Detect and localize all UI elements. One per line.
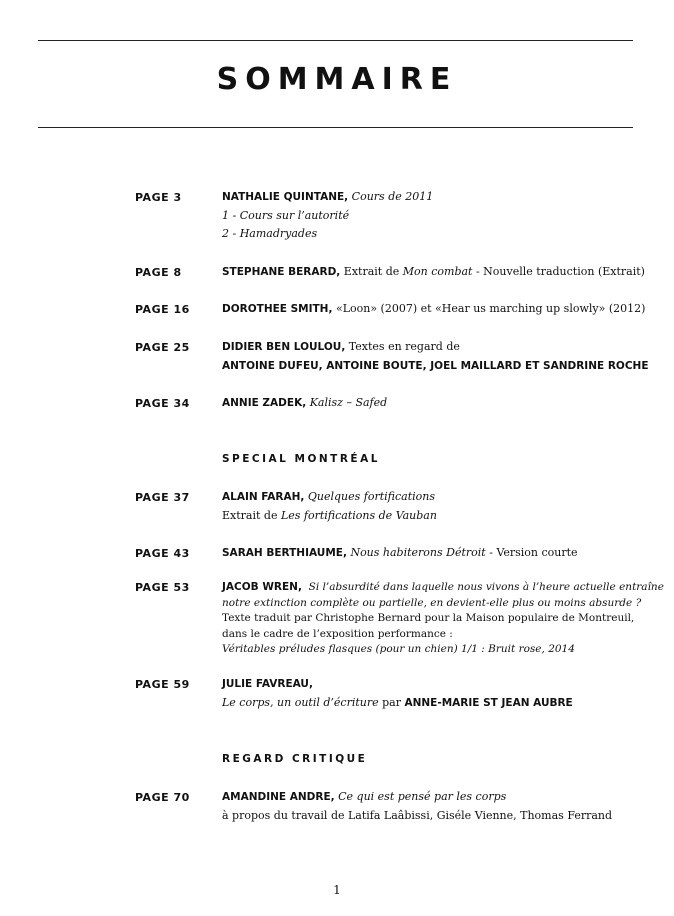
entry-text: à propos du travail de Latifa Laâbissi, Giséle Vienne, Thomas Ferrand (222, 808, 613, 822)
entry-author: ALAIN FARAH, (222, 491, 305, 503)
entry-author: DOROTHEE SMITH, (222, 303, 333, 315)
toc-entry (222, 488, 642, 525)
entry-author: SARAH BERTHIAUME, (222, 547, 347, 559)
entry-text: Texte traduit par Christophe Bernard pour la Maison populaire de Montreuil, (222, 612, 635, 624)
entry-work: Si l’absurdité dans laquelle nous vivons à l’heure actuelle entraîne (308, 581, 664, 593)
entry-page-label: PAGE 43 (135, 547, 190, 560)
entry-work: notre extinction complète ou partielle, en devient-elle plus ou moins absurde ? (222, 596, 642, 609)
entry-subline: 2 - Hamadryades (222, 227, 318, 240)
entry-page-label: PAGE 3 (135, 191, 182, 204)
entry-author: DIDIER BEN LOULOU, (222, 341, 346, 353)
entry-page-label: PAGE 37 (135, 491, 190, 504)
entry-page-label: PAGE 8 (135, 266, 182, 279)
toc-entry (222, 580, 664, 658)
entry-text: dans le cadre de l’exposition performance : (222, 627, 453, 640)
entry-author-secondary: ANTOINE DUFEU, ANTOINE BOUTE, JOEL MAILLARD ET SANDRINE ROCHE (222, 359, 649, 372)
entry-work: Les fortifications de Vauban (280, 508, 437, 522)
toc-entry (222, 338, 649, 375)
entry-author-secondary: ANNE-MARIE ST JEAN AUBRE (404, 696, 573, 709)
entry-text: - Nouvelle traduction (Extrait) (472, 265, 645, 278)
entry-author: JACOB WREN, (222, 581, 302, 593)
entry-work: Quelques fortifications (307, 490, 436, 503)
entry-work: Mon combat (402, 265, 473, 278)
entry-text: «Loon» (2007) et «Hear us marching up slowly» (2012) (332, 302, 646, 315)
entry-author: NATHALIE QUINTANE, (222, 191, 349, 203)
toc-entry (222, 300, 646, 319)
entry-page-label: PAGE 34 (135, 397, 190, 410)
entry-text: Extrait de (222, 508, 281, 522)
entry-subline: 1 - Cours sur l’autorité (222, 208, 350, 222)
top-rule (38, 40, 633, 41)
entry-page-label: PAGE 59 (135, 678, 190, 691)
entry-work: Ce qui est pensé par les corps (338, 790, 507, 803)
section-heading-critique: REGARD CRITIQUE (222, 753, 368, 765)
entry-author: ANNIE ZADEK, (222, 397, 307, 409)
entry-work: Le corps, un outil d’écriture (222, 695, 379, 709)
entry-text: par (378, 695, 405, 709)
entry-page-label: PAGE 53 (135, 581, 190, 594)
entry-page-label: PAGE 25 (135, 341, 190, 354)
page-number: 1 (333, 883, 341, 897)
page-title: SOMMAIRE (216, 62, 458, 97)
entry-work: Nous habiterons Détroit (350, 546, 486, 559)
toc-entry (222, 263, 645, 282)
entry-author: JULIE FAVREAU, (222, 678, 313, 690)
entry-work: Cours de 2011 (351, 190, 434, 203)
toc-entry (222, 675, 642, 712)
toc-entry (222, 788, 642, 825)
entry-author: AMANDINE ANDRE, (222, 791, 335, 803)
entry-work: Kalisz – Safed (309, 396, 388, 409)
entry-work: Véritables préludes flasques (pour un chien) 1/1 : Bruit rose, 2014 (222, 643, 575, 655)
section-heading-montreal: SPECIAL MONTRÉAL (222, 453, 380, 465)
toc-entry (222, 544, 642, 563)
entry-page-label: PAGE 16 (135, 303, 190, 316)
entry-text: Textes en regard de (345, 340, 460, 353)
entry-author: STEPHANE BERARD, (222, 266, 341, 278)
entry-text: Extrait de (340, 265, 403, 278)
toc-entry (222, 394, 642, 413)
toc-entry (222, 188, 642, 244)
entry-page-label: PAGE 70 (135, 791, 190, 804)
title-rule (38, 127, 633, 128)
entry-text: - Version courte (485, 546, 578, 559)
